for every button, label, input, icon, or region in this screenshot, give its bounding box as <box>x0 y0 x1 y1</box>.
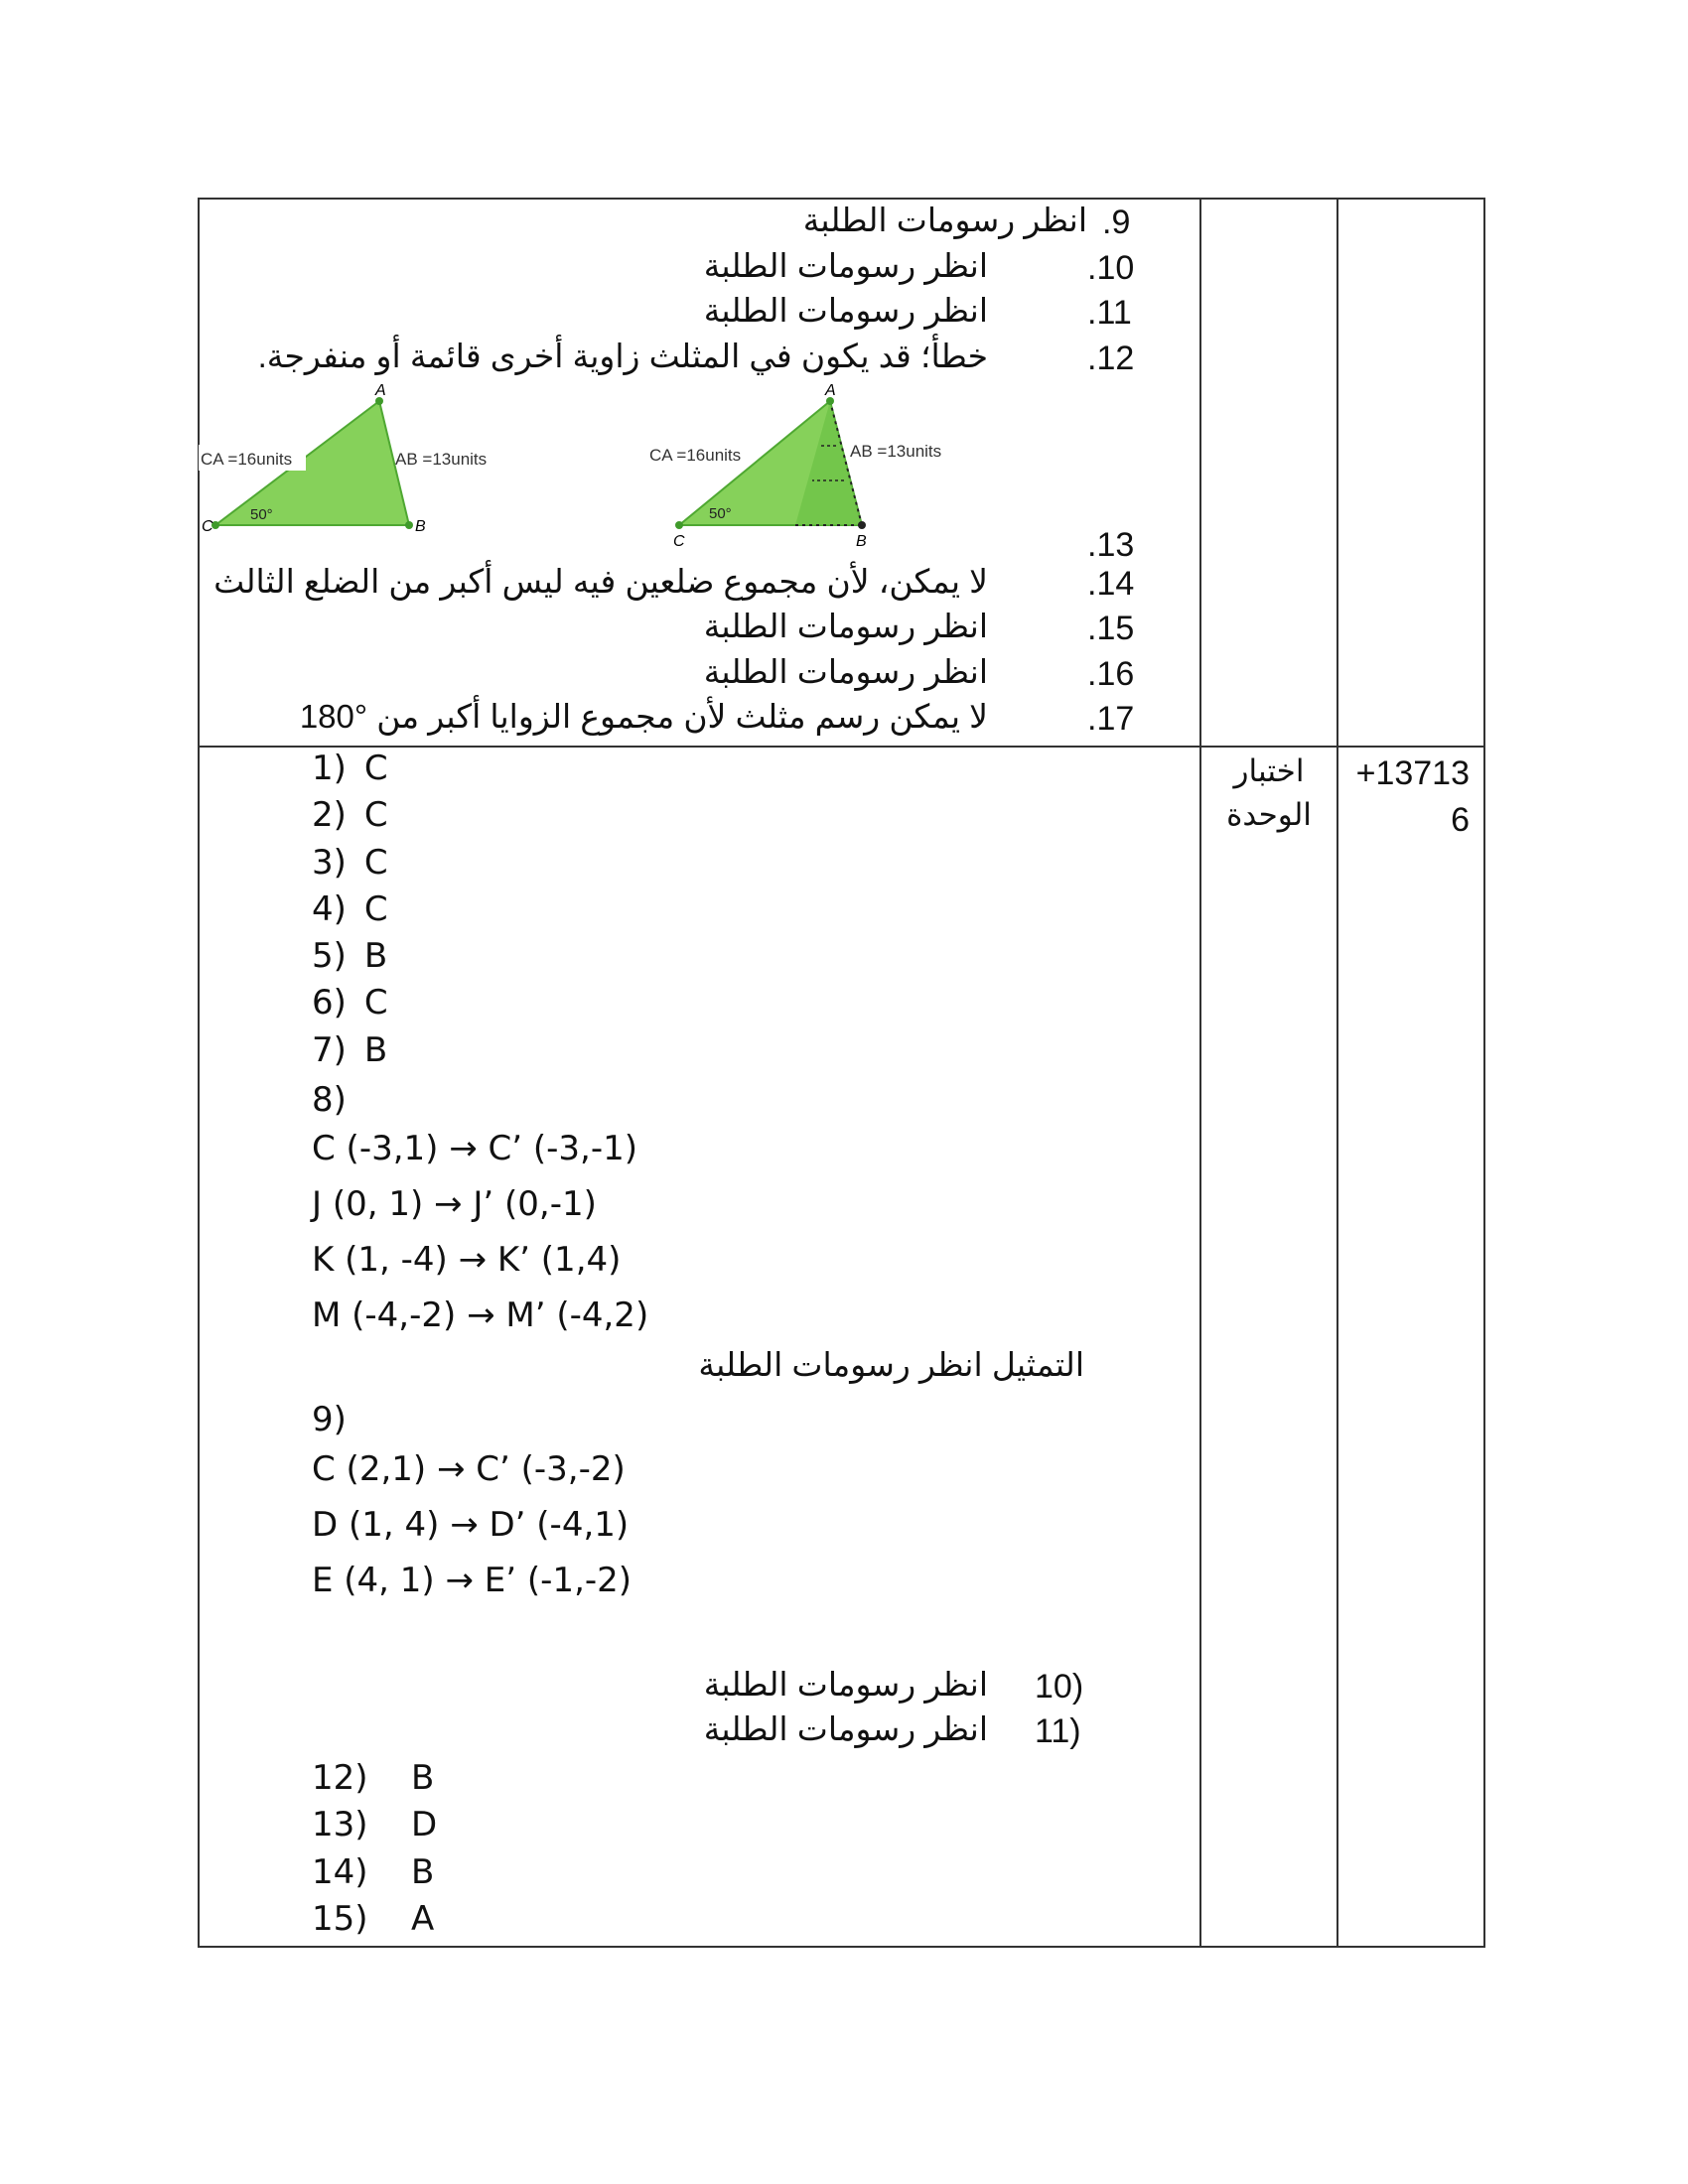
side-label-ab: AB =13units <box>850 442 942 461</box>
mapping-q8-k: K (1, -4) → K’ (1,4) <box>312 1240 622 1280</box>
list-item: 13) D <box>312 1805 438 1845</box>
list-item: 5) B <box>312 936 388 977</box>
item-number-10: .10 <box>1087 249 1135 287</box>
list-item: 3) C <box>312 842 388 883</box>
question-8-note: التمثيل انظر رسومات الطلبة <box>698 1346 1084 1383</box>
item-number-12: .12 <box>1087 340 1135 377</box>
list-item: 14) B <box>312 1851 435 1892</box>
angle-label: 50° <box>250 506 273 523</box>
item-number-13: .13 <box>1087 526 1135 564</box>
mapping-q9-e: E (4, 1) → E’ (-1,-2) <box>312 1561 633 1600</box>
column-divider-lesson <box>1199 198 1201 1948</box>
side-label-ca: CA =16units <box>201 450 293 469</box>
item-number-11: .11 <box>1087 294 1132 332</box>
vertex-label-b: B <box>415 518 426 535</box>
list-item: 12) B <box>312 1758 435 1798</box>
list-item: 7) B <box>312 1029 388 1070</box>
item-text-12: خطأ؛ قد يكون في المثلث زاوية أخرى قائمة أو منفرجة. <box>257 338 988 374</box>
mapping-q8-j: J (0, 1) → J’ (0,-1) <box>312 1184 597 1224</box>
question-8-label: 8) <box>312 1080 347 1120</box>
vertex-label-c: C <box>673 533 685 550</box>
item-text-9: انظر رسومات الطلبة <box>802 202 1087 238</box>
angle-label: 50° <box>709 505 732 522</box>
item-text-17: لا يمكن رسم مثلث لأن مجموع الزوايا أكبر من °180 <box>299 698 988 735</box>
item-number-14: .14 <box>1087 565 1135 603</box>
side-label-ab: AB =13units <box>395 450 488 469</box>
row-divider <box>198 746 1485 748</box>
item-text-11: انظر رسومات الطلبة <box>703 292 988 329</box>
vertex-label-a: A <box>375 382 386 399</box>
item-text-16: انظر رسومات الطلبة <box>703 653 988 690</box>
lesson-label: اختبار الوحدة <box>1226 753 1312 832</box>
mapping-q9-c: C (2,1) → C’ (-3,-2) <box>312 1449 626 1489</box>
vertex-label-b: B <box>856 533 867 550</box>
question-10-text: انظر رسومات الطلبة <box>703 1666 988 1703</box>
list-item: 4) C <box>312 888 388 929</box>
item-text-15: انظر رسومات الطلبة <box>703 608 988 644</box>
vertex-label-a: A <box>825 382 836 399</box>
vertex-label-c: C <box>202 518 213 535</box>
triangle-figure-2 <box>645 381 983 550</box>
item-number-15: .15 <box>1087 610 1135 647</box>
question-10-number: 10) <box>1035 1668 1084 1706</box>
item-text-10: انظر رسومات الطلبة <box>703 247 988 284</box>
mapping-q9-d: D (1, 4) → D’ (-4,1) <box>312 1505 630 1545</box>
question-9-label: 9) <box>312 1400 347 1439</box>
mapping-q8-c: C (-3,1) → C’ (-3,-1) <box>312 1129 638 1168</box>
column-divider-page <box>1336 198 1338 1948</box>
question-11-text: انظر رسومات الطلبة <box>703 1710 988 1747</box>
list-item: 1) C <box>312 749 388 788</box>
list-item: 2) C <box>312 795 388 836</box>
item-number-9: .9 <box>1102 204 1131 241</box>
question-11-number: 11) <box>1035 1712 1081 1750</box>
triangle-figure-1 <box>199 381 526 542</box>
item-number-16: .16 <box>1087 655 1135 693</box>
side-label-ca: CA =16units <box>649 446 742 465</box>
list-item: 15) A <box>312 1898 435 1939</box>
item-text-14: لا يمكن، لأن مجموع ضلعين فيه ليس أكبر من الضلع الثالث <box>213 563 988 600</box>
answers-list-1-7 <box>312 749 388 1077</box>
mapping-q8-m: M (-4,-2) → M’ (-4,2) <box>312 1296 649 1335</box>
list-item: 6) C <box>312 983 388 1024</box>
item-number-17: .17 <box>1087 700 1135 738</box>
page-reference: +13713 6 <box>1355 754 1470 839</box>
answers-list-12-15 <box>312 1758 437 1946</box>
